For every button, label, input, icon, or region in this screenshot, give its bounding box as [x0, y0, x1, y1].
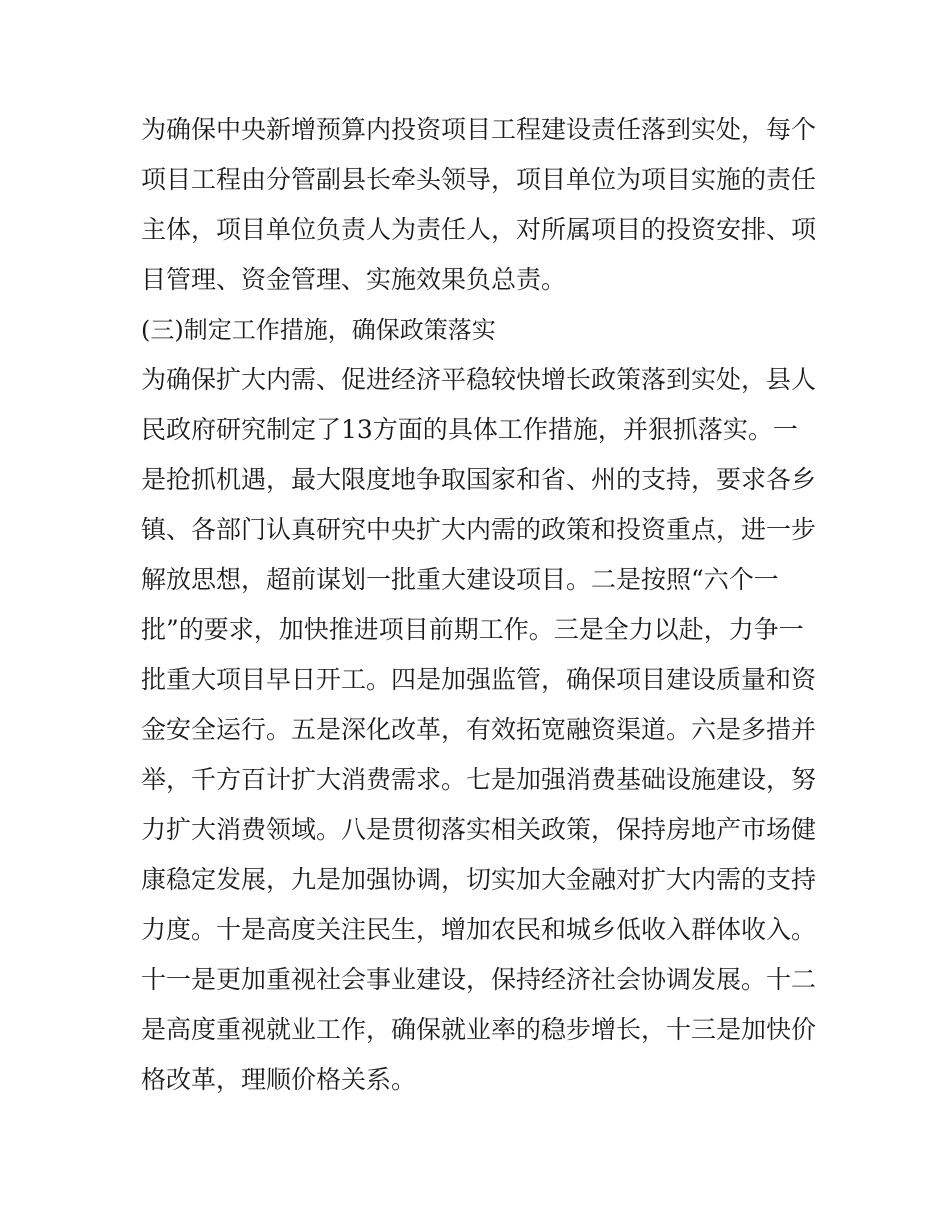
paragraph-1-line-1: 为确保中央新增预算内投资项目工程建设责任落到实处，每个 [141, 115, 817, 144]
paragraph-2-line-14: 是高度重视就业工作，确保就业率的稳步增长，十三是加快价 [141, 1015, 817, 1044]
paragraph-2-line-13: 十一是更加重视社会事业建设，保持经济社会协调发展。十二 [141, 965, 817, 994]
paragraph-2-line-3: 是抢抓机遇，最大限度地争取国家和省、州的支持，要求各乡 [141, 465, 817, 494]
paragraph-2-line-9: 举，千方百计扩大消费需求。七是加强消费基础设施建设，努 [141, 765, 817, 794]
paragraph-2-line-7: 批重大项目早日开工。四是加强监管，确保项目建设质量和资 [141, 665, 817, 694]
paragraph-2-line-6: 批”的要求，加快推进项目前期工作。三是全力以赴，力争一 [141, 615, 804, 644]
section-heading: (三)制定工作措施，确保政策落实 [141, 316, 496, 344]
paragraph-1-line-3: 主体，项目单位负责人为责任人，对所属项目的投资安排、项 [141, 215, 817, 244]
paragraph-2-line-11: 康稳定发展，九是加强协调，切实加大金融对扩大内需的支持 [141, 865, 817, 894]
paragraph-2-line-12: 力度。十是高度关注民生，增加农民和城乡低收入群体收入。 [141, 915, 817, 944]
paragraph-2-line-8: 金安全运行。五是深化改革，有效拓宽融资渠道。六是多措并 [141, 715, 817, 744]
paragraph-1-line-4: 目管理、资金管理、实施效果负总责。 [141, 265, 567, 294]
paragraph-1-line-2: 项目工程由分管副县长牵头领导，项目单位为项目实施的责任 [141, 165, 817, 194]
paragraph-2-line-2: 民政府研究制定了13方面的具体工作措施，并狠抓落实。一 [141, 415, 798, 444]
paragraph-2-line-5: 解放思想，超前谋划一批重大建设项目。二是按照“六个一 [141, 565, 779, 594]
paragraph-2-line-1: 为确保扩大内需、促进经济平稳较快增长政策落到实处，县人 [141, 365, 817, 394]
paragraph-2-line-15: 格改革，理顺价格关系。 [141, 1065, 417, 1094]
paragraph-2-line-10: 力扩大消费领域。八是贯彻落实相关政策，保持房地产市场健 [141, 815, 817, 844]
paragraph-2-line-4: 镇、各部门认真研究中央扩大内需的政策和投资重点，进一步 [141, 515, 817, 544]
